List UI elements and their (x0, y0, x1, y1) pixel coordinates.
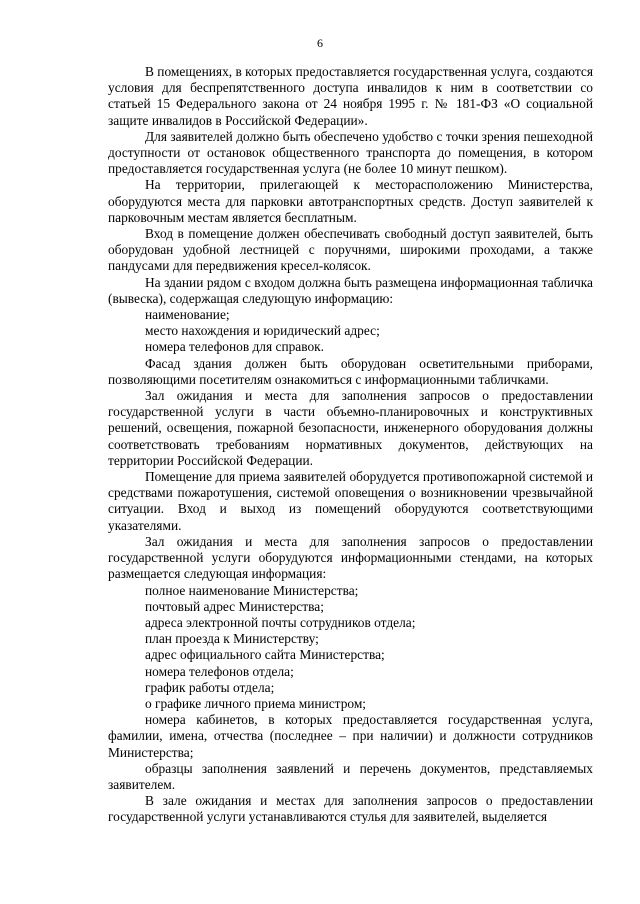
list-item: полное наименование Министерства; (145, 582, 359, 598)
paragraph: На здании рядом с входом должна быть размещена информационная табличка (вывеска), содержащая следующую информацию: (108, 274, 593, 306)
page-number: 6 (317, 36, 323, 50)
paragraph: номера кабинетов, в которых предоставляется государственная услуга, фамилии, имена, отчества (последнее – при наличии) и должности сотрудников Министерства; (108, 712, 593, 760)
paragraph: образцы заполнения заявлений и перечень документов, представляемых заявителем. (108, 760, 593, 792)
document-body (108, 64, 593, 826)
list-item: номера телефонов для справок. (145, 339, 325, 355)
list-item: адреса электронной почты сотрудников отдела; (145, 614, 416, 630)
paragraph: Вход в помещение должен обеспечивать свободный доступ заявителей, быть оборудован удобной лестницей с поручнями, широкими проходами, а также пандусами для передвижения кресел-колясок. (108, 226, 593, 274)
paragraph: На территории, прилегающей к месторасположению Министерства, оборудуются места для парковки автотранспортных средств. Доступ заявителей к парковочным местам является бесплатным. (108, 177, 593, 225)
list-item: номера телефонов отдела; (145, 663, 294, 679)
paragraph: Зал ожидания и места для заполнения запросов о предоставлении государственной услуги в части объемно-планировочных и конструктивных решений, освещения, пожарной безопасности, инженерного оборудования должны соответствовать требованиям нормативных документов, действующих на территории Российской Федерации. (108, 388, 593, 468)
paragraph: Для заявителей должно быть обеспечено удобство с точки зрения пешеходной доступности от остановок общественного транспорта до помещения, в котором предоставляется государственная услуга (не более 10 минут пешком). (108, 128, 593, 177)
list-item: о графике личного приема министром; (145, 695, 367, 711)
paragraph: Фасад здания должен быть оборудован осветительными приборами, позволяющими посетителям ознакомиться с информационными табличками. (108, 355, 593, 387)
paragraph: В зале ожидания и местах для заполнения запросов о предоставлении государственной услуги устанавливаются стулья для заявителей, выделяется (108, 793, 593, 825)
paragraph: Помещение для приема заявителей оборудуется противопожарной системой и средствами пожаротушения, системой оповещения о возникновении чрезвычайной ситуации. Вход и выход из помещений оборудуются соответствующими указателями. (108, 469, 593, 533)
list-item: график работы отдела; (145, 679, 275, 695)
list-item: место нахождения и юридический адрес; (145, 323, 380, 339)
list-item: адрес официального сайта Министерства; (145, 647, 385, 663)
list-item: план проезда к Министерству; (145, 631, 319, 647)
list-item: наименование; (145, 307, 230, 323)
list-item: почтовый адрес Министерства; (145, 598, 324, 614)
paragraph: Зал ожидания и места для заполнения запросов о предоставлении государственной услуги оборудуются информационными стендами, на которых размещается следующая информация: (108, 533, 593, 582)
paragraph: В помещениях, в которых предоставляется государственная услуга, создаются условия для беспрепятственного доступа инвалидов к ним в соответствии со статьей 15 Федерального закона от 24 ноября 1995 г. № 181-ФЗ «О социальной защите инвалидов в Российской Федерации». (108, 64, 593, 128)
